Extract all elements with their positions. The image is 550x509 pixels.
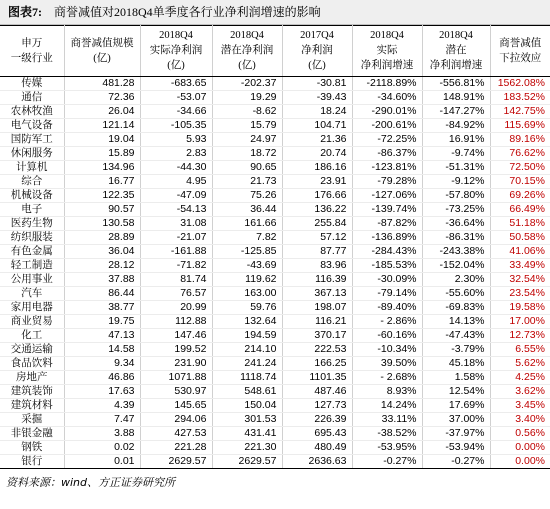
cell-potential-growth-2018q4: 148.91% bbox=[422, 91, 490, 105]
cell-profit-2017q4: 104.71 bbox=[282, 119, 352, 133]
column-header-actual-growth-2018q4 bbox=[352, 26, 422, 77]
cell-profit-2017q4: 23.91 bbox=[282, 175, 352, 189]
cell-actual-profit-2018q4: 530.97 bbox=[140, 385, 212, 399]
cell-drag-effect: 23.54% bbox=[490, 287, 550, 301]
column-header-line: 2018Q4 bbox=[230, 30, 264, 41]
cell-actual-profit-2018q4: 145.65 bbox=[140, 399, 212, 413]
cell-industry: 银行 bbox=[0, 455, 64, 469]
cell-drag-effect: 66.49% bbox=[490, 203, 550, 217]
cell-industry: 商业贸易 bbox=[0, 315, 64, 329]
cell-profit-2017q4: 127.73 bbox=[282, 399, 352, 413]
cell-actual-profit-2018q4: -161.88 bbox=[140, 245, 212, 259]
cell-goodwill-impairment: 90.57 bbox=[64, 203, 140, 217]
table-row bbox=[0, 287, 550, 301]
column-header-line: 2018Q4 bbox=[159, 30, 193, 41]
cell-actual-growth-2018q4: -2118.89% bbox=[352, 77, 422, 91]
cell-potential-profit-2018q4: 18.72 bbox=[212, 147, 282, 161]
table-row bbox=[0, 413, 550, 427]
cell-potential-profit-2018q4: 150.04 bbox=[212, 399, 282, 413]
cell-goodwill-impairment: 36.04 bbox=[64, 245, 140, 259]
column-header-potential-profit-2018q4 bbox=[212, 26, 282, 77]
cell-drag-effect: 0.00% bbox=[490, 455, 550, 469]
cell-potential-profit-2018q4: 1118.74 bbox=[212, 371, 282, 385]
cell-potential-growth-2018q4: 2.30% bbox=[422, 273, 490, 287]
cell-potential-growth-2018q4: -57.80% bbox=[422, 189, 490, 203]
cell-industry: 轻工制造 bbox=[0, 259, 64, 273]
cell-actual-profit-2018q4: 4.95 bbox=[140, 175, 212, 189]
cell-actual-growth-2018q4: -79.14% bbox=[352, 287, 422, 301]
cell-drag-effect: 76.62% bbox=[490, 147, 550, 161]
cell-industry: 食品饮料 bbox=[0, 357, 64, 371]
column-header-line: 实际净利润 bbox=[149, 45, 203, 56]
cell-profit-2017q4: 176.66 bbox=[282, 189, 352, 203]
cell-actual-growth-2018q4: -38.52% bbox=[352, 427, 422, 441]
column-header-line: 2018Q4 bbox=[439, 30, 473, 41]
cell-goodwill-impairment: 16.77 bbox=[64, 175, 140, 189]
cell-actual-profit-2018q4: -54.13 bbox=[140, 203, 212, 217]
cell-drag-effect: 33.49% bbox=[490, 259, 550, 273]
table-row bbox=[0, 147, 550, 161]
cell-potential-growth-2018q4: -53.94% bbox=[422, 441, 490, 455]
cell-drag-effect: 183.52% bbox=[490, 91, 550, 105]
cell-drag-effect: 142.75% bbox=[490, 105, 550, 119]
column-header-line: (亿) bbox=[93, 52, 111, 64]
cell-potential-profit-2018q4: -8.62 bbox=[212, 105, 282, 119]
cell-potential-profit-2018q4: 431.41 bbox=[212, 427, 282, 441]
cell-potential-profit-2018q4: 132.64 bbox=[212, 315, 282, 329]
cell-profit-2017q4: 226.39 bbox=[282, 413, 352, 427]
cell-potential-profit-2018q4: 21.73 bbox=[212, 175, 282, 189]
cell-drag-effect: 3.45% bbox=[490, 399, 550, 413]
cell-potential-profit-2018q4: 19.29 bbox=[212, 91, 282, 105]
column-header-line: 一级行业 bbox=[10, 52, 53, 64]
column-header-goodwill-impairment bbox=[64, 26, 140, 77]
cell-goodwill-impairment: 0.02 bbox=[64, 441, 140, 455]
cell-potential-profit-2018q4: 119.62 bbox=[212, 273, 282, 287]
cell-industry: 家用电器 bbox=[0, 301, 64, 315]
cell-potential-growth-2018q4: -51.31% bbox=[422, 161, 490, 175]
cell-actual-profit-2018q4: -47.09 bbox=[140, 189, 212, 203]
cell-drag-effect: 1562.08% bbox=[490, 77, 550, 91]
cell-drag-effect: 19.58% bbox=[490, 301, 550, 315]
cell-potential-growth-2018q4: 12.54% bbox=[422, 385, 490, 399]
cell-profit-2017q4: 367.13 bbox=[282, 287, 352, 301]
cell-actual-profit-2018q4: 81.74 bbox=[140, 273, 212, 287]
cell-industry: 医药生物 bbox=[0, 217, 64, 231]
cell-industry: 通信 bbox=[0, 91, 64, 105]
table-row bbox=[0, 203, 550, 217]
cell-drag-effect: 12.73% bbox=[490, 329, 550, 343]
cell-potential-growth-2018q4: 1.58% bbox=[422, 371, 490, 385]
cell-actual-growth-2018q4: -123.81% bbox=[352, 161, 422, 175]
cell-profit-2017q4: 20.74 bbox=[282, 147, 352, 161]
cell-industry: 房地产 bbox=[0, 371, 64, 385]
table-row bbox=[0, 301, 550, 315]
cell-potential-growth-2018q4: -147.27% bbox=[422, 105, 490, 119]
cell-goodwill-impairment: 9.34 bbox=[64, 357, 140, 371]
cell-goodwill-impairment: 121.14 bbox=[64, 119, 140, 133]
cell-industry: 公用事业 bbox=[0, 273, 64, 287]
column-header-line: (亿) bbox=[238, 60, 256, 71]
cell-potential-growth-2018q4: -9.74% bbox=[422, 147, 490, 161]
cell-drag-effect: 69.26% bbox=[490, 189, 550, 203]
cell-actual-growth-2018q4: -86.37% bbox=[352, 147, 422, 161]
column-header-profit-2017q4 bbox=[282, 26, 352, 77]
cell-actual-growth-2018q4: -89.40% bbox=[352, 301, 422, 315]
cell-actual-growth-2018q4: -139.74% bbox=[352, 203, 422, 217]
cell-actual-growth-2018q4: -79.28% bbox=[352, 175, 422, 189]
cell-actual-growth-2018q4: -0.27% bbox=[352, 455, 422, 469]
cell-profit-2017q4: 116.39 bbox=[282, 273, 352, 287]
cell-goodwill-impairment: 28.89 bbox=[64, 231, 140, 245]
cell-actual-growth-2018q4: 39.50% bbox=[352, 357, 422, 371]
table-row bbox=[0, 273, 550, 287]
cell-goodwill-impairment: 4.39 bbox=[64, 399, 140, 413]
cell-actual-growth-2018q4: -10.34% bbox=[352, 343, 422, 357]
cell-drag-effect: 70.15% bbox=[490, 175, 550, 189]
cell-actual-profit-2018q4: 31.08 bbox=[140, 217, 212, 231]
table-body bbox=[0, 77, 550, 469]
table-row bbox=[0, 441, 550, 455]
cell-actual-growth-2018q4: -87.82% bbox=[352, 217, 422, 231]
cell-profit-2017q4: 83.96 bbox=[282, 259, 352, 273]
cell-profit-2017q4: 186.16 bbox=[282, 161, 352, 175]
cell-goodwill-impairment: 37.88 bbox=[64, 273, 140, 287]
table-row bbox=[0, 399, 550, 413]
cell-potential-profit-2018q4: -125.85 bbox=[212, 245, 282, 259]
column-header-actual-profit-2018q4 bbox=[140, 26, 212, 77]
cell-actual-profit-2018q4: 427.53 bbox=[140, 427, 212, 441]
cell-potential-profit-2018q4: 59.76 bbox=[212, 301, 282, 315]
cell-drag-effect: 41.06% bbox=[490, 245, 550, 259]
cell-potential-profit-2018q4: 163.00 bbox=[212, 287, 282, 301]
column-header-line: 2018Q4 bbox=[370, 30, 404, 41]
cell-goodwill-impairment: 14.58 bbox=[64, 343, 140, 357]
cell-drag-effect: 0.00% bbox=[490, 441, 550, 455]
cell-profit-2017q4: 87.77 bbox=[282, 245, 352, 259]
cell-industry: 化工 bbox=[0, 329, 64, 343]
table-row bbox=[0, 217, 550, 231]
cell-potential-growth-2018q4: 37.00% bbox=[422, 413, 490, 427]
table-header-row bbox=[0, 26, 550, 77]
cell-drag-effect: 32.54% bbox=[490, 273, 550, 287]
cell-drag-effect: 4.25% bbox=[490, 371, 550, 385]
cell-goodwill-impairment: 19.75 bbox=[64, 315, 140, 329]
cell-actual-profit-2018q4: 20.99 bbox=[140, 301, 212, 315]
column-header-line: 申万 bbox=[21, 37, 43, 49]
column-header-potential-growth-2018q4 bbox=[422, 26, 490, 77]
cell-goodwill-impairment: 47.13 bbox=[64, 329, 140, 343]
table-row bbox=[0, 329, 550, 343]
cell-actual-growth-2018q4: -72.25% bbox=[352, 133, 422, 147]
cell-profit-2017q4: 18.24 bbox=[282, 105, 352, 119]
cell-potential-growth-2018q4: -243.38% bbox=[422, 245, 490, 259]
cell-actual-profit-2018q4: 112.88 bbox=[140, 315, 212, 329]
cell-actual-growth-2018q4: -30.09% bbox=[352, 273, 422, 287]
cell-actual-growth-2018q4: 33.11% bbox=[352, 413, 422, 427]
column-header-line: (亿) bbox=[167, 60, 185, 71]
cell-actual-profit-2018q4: -71.82 bbox=[140, 259, 212, 273]
column-header-industry bbox=[0, 26, 64, 77]
figure-label: 图表7: bbox=[8, 5, 42, 19]
cell-industry: 电气设备 bbox=[0, 119, 64, 133]
cell-actual-growth-2018q4: - 2.68% bbox=[352, 371, 422, 385]
table-row bbox=[0, 385, 550, 399]
table-row bbox=[0, 189, 550, 203]
cell-actual-growth-2018q4: -284.43% bbox=[352, 245, 422, 259]
cell-actual-profit-2018q4: 147.46 bbox=[140, 329, 212, 343]
cell-drag-effect: 5.62% bbox=[490, 357, 550, 371]
cell-goodwill-impairment: 481.28 bbox=[64, 77, 140, 91]
cell-actual-growth-2018q4: 14.24% bbox=[352, 399, 422, 413]
cell-goodwill-impairment: 26.04 bbox=[64, 105, 140, 119]
cell-actual-growth-2018q4: -127.06% bbox=[352, 189, 422, 203]
cell-profit-2017q4: 166.25 bbox=[282, 357, 352, 371]
cell-drag-effect: 3.40% bbox=[490, 413, 550, 427]
cell-industry: 综合 bbox=[0, 175, 64, 189]
cell-actual-growth-2018q4: 8.93% bbox=[352, 385, 422, 399]
table-row bbox=[0, 315, 550, 329]
table-row bbox=[0, 371, 550, 385]
cell-industry: 建筑装饰 bbox=[0, 385, 64, 399]
cell-actual-growth-2018q4: - 2.86% bbox=[352, 315, 422, 329]
figure-title bbox=[0, 0, 550, 25]
cell-potential-growth-2018q4: -9.12% bbox=[422, 175, 490, 189]
cell-actual-profit-2018q4: 5.93 bbox=[140, 133, 212, 147]
cell-goodwill-impairment: 3.88 bbox=[64, 427, 140, 441]
cell-actual-growth-2018q4: -185.53% bbox=[352, 259, 422, 273]
cell-potential-profit-2018q4: -202.37 bbox=[212, 77, 282, 91]
table-row bbox=[0, 259, 550, 273]
cell-drag-effect: 50.58% bbox=[490, 231, 550, 245]
column-header-line: 净利润增速 bbox=[429, 60, 483, 71]
cell-profit-2017q4: -39.43 bbox=[282, 91, 352, 105]
table-row bbox=[0, 91, 550, 105]
cell-profit-2017q4: 370.17 bbox=[282, 329, 352, 343]
cell-potential-profit-2018q4: 36.44 bbox=[212, 203, 282, 217]
column-header-drag-effect bbox=[490, 26, 550, 77]
cell-potential-growth-2018q4: -556.81% bbox=[422, 77, 490, 91]
cell-goodwill-impairment: 7.47 bbox=[64, 413, 140, 427]
cell-industry: 传媒 bbox=[0, 77, 64, 91]
cell-potential-growth-2018q4: -37.97% bbox=[422, 427, 490, 441]
cell-potential-growth-2018q4: -3.79% bbox=[422, 343, 490, 357]
cell-potential-profit-2018q4: 7.82 bbox=[212, 231, 282, 245]
table-row bbox=[0, 231, 550, 245]
cell-actual-profit-2018q4: 1071.88 bbox=[140, 371, 212, 385]
column-header-line: 实际 bbox=[376, 45, 398, 56]
cell-industry: 纺织服装 bbox=[0, 231, 64, 245]
cell-industry: 交通运输 bbox=[0, 343, 64, 357]
cell-goodwill-impairment: 72.36 bbox=[64, 91, 140, 105]
cell-profit-2017q4: 57.12 bbox=[282, 231, 352, 245]
cell-drag-effect: 17.00% bbox=[490, 315, 550, 329]
cell-profit-2017q4: 255.84 bbox=[282, 217, 352, 231]
column-header-line: 潜在 bbox=[445, 45, 467, 56]
cell-actual-profit-2018q4: -53.07 bbox=[140, 91, 212, 105]
cell-profit-2017q4: 2636.63 bbox=[282, 455, 352, 469]
cell-goodwill-impairment: 46.86 bbox=[64, 371, 140, 385]
cell-potential-growth-2018q4: -0.27% bbox=[422, 455, 490, 469]
cell-potential-growth-2018q4: -86.31% bbox=[422, 231, 490, 245]
cell-actual-profit-2018q4: 294.06 bbox=[140, 413, 212, 427]
table-row bbox=[0, 105, 550, 119]
cell-goodwill-impairment: 122.35 bbox=[64, 189, 140, 203]
column-header-line: (亿) bbox=[308, 60, 326, 71]
cell-potential-growth-2018q4: -55.60% bbox=[422, 287, 490, 301]
cell-potential-profit-2018q4: 161.66 bbox=[212, 217, 282, 231]
cell-drag-effect: 115.69% bbox=[490, 119, 550, 133]
cell-industry: 建筑材料 bbox=[0, 399, 64, 413]
source-note: 资料来源：wind、方正证券研究所 bbox=[6, 476, 176, 489]
cell-profit-2017q4: 136.22 bbox=[282, 203, 352, 217]
cell-drag-effect: 72.50% bbox=[490, 161, 550, 175]
cell-potential-growth-2018q4: -73.25% bbox=[422, 203, 490, 217]
column-header-line: 商誉减值规模 bbox=[70, 37, 134, 49]
cell-goodwill-impairment: 19.04 bbox=[64, 133, 140, 147]
cell-potential-profit-2018q4: 75.26 bbox=[212, 189, 282, 203]
table-row bbox=[0, 77, 550, 91]
table-row bbox=[0, 175, 550, 189]
cell-actual-growth-2018q4: -34.60% bbox=[352, 91, 422, 105]
cell-potential-growth-2018q4: -69.83% bbox=[422, 301, 490, 315]
cell-goodwill-impairment: 15.89 bbox=[64, 147, 140, 161]
cell-profit-2017q4: -30.81 bbox=[282, 77, 352, 91]
cell-potential-growth-2018q4: -36.64% bbox=[422, 217, 490, 231]
cell-actual-growth-2018q4: -136.89% bbox=[352, 231, 422, 245]
cell-profit-2017q4: 695.43 bbox=[282, 427, 352, 441]
cell-industry: 机械设备 bbox=[0, 189, 64, 203]
cell-actual-profit-2018q4: 2.83 bbox=[140, 147, 212, 161]
table-row bbox=[0, 245, 550, 259]
cell-potential-profit-2018q4: 214.10 bbox=[212, 343, 282, 357]
cell-drag-effect: 89.16% bbox=[490, 133, 550, 147]
cell-profit-2017q4: 198.07 bbox=[282, 301, 352, 315]
goodwill-impact-table bbox=[0, 25, 550, 469]
cell-industry: 汽车 bbox=[0, 287, 64, 301]
cell-actual-profit-2018q4: -21.07 bbox=[140, 231, 212, 245]
cell-potential-growth-2018q4: 17.69% bbox=[422, 399, 490, 413]
cell-actual-profit-2018q4: 231.90 bbox=[140, 357, 212, 371]
cell-potential-profit-2018q4: 194.59 bbox=[212, 329, 282, 343]
cell-actual-growth-2018q4: -60.16% bbox=[352, 329, 422, 343]
cell-goodwill-impairment: 130.58 bbox=[64, 217, 140, 231]
cell-goodwill-impairment: 86.44 bbox=[64, 287, 140, 301]
cell-industry: 钢铁 bbox=[0, 441, 64, 455]
column-header-line: 净利润 bbox=[301, 45, 333, 56]
cell-goodwill-impairment: 134.96 bbox=[64, 161, 140, 175]
cell-potential-profit-2018q4: 90.65 bbox=[212, 161, 282, 175]
column-header-line: 2017Q4 bbox=[300, 30, 334, 41]
table-row bbox=[0, 119, 550, 133]
table-row bbox=[0, 455, 550, 469]
table-row bbox=[0, 133, 550, 147]
cell-goodwill-impairment: 38.77 bbox=[64, 301, 140, 315]
cell-actual-profit-2018q4: -105.35 bbox=[140, 119, 212, 133]
cell-potential-profit-2018q4: 241.24 bbox=[212, 357, 282, 371]
table-row bbox=[0, 427, 550, 441]
column-header-line: 净利润增速 bbox=[360, 60, 414, 71]
cell-industry: 国防军工 bbox=[0, 133, 64, 147]
cell-profit-2017q4: 21.36 bbox=[282, 133, 352, 147]
cell-industry: 非银金融 bbox=[0, 427, 64, 441]
column-header-line: 商誉减值 bbox=[499, 37, 542, 49]
table-row bbox=[0, 343, 550, 357]
cell-actual-growth-2018q4: -200.61% bbox=[352, 119, 422, 133]
cell-industry: 有色金属 bbox=[0, 245, 64, 259]
cell-potential-growth-2018q4: -84.92% bbox=[422, 119, 490, 133]
cell-goodwill-impairment: 0.01 bbox=[64, 455, 140, 469]
cell-actual-profit-2018q4: 199.52 bbox=[140, 343, 212, 357]
cell-actual-growth-2018q4: -53.95% bbox=[352, 441, 422, 455]
cell-actual-profit-2018q4: 221.28 bbox=[140, 441, 212, 455]
cell-potential-growth-2018q4: -152.04% bbox=[422, 259, 490, 273]
cell-profit-2017q4: 1101.35 bbox=[282, 371, 352, 385]
cell-potential-profit-2018q4: 221.30 bbox=[212, 441, 282, 455]
cell-potential-growth-2018q4: 16.91% bbox=[422, 133, 490, 147]
cell-goodwill-impairment: 28.12 bbox=[64, 259, 140, 273]
cell-potential-profit-2018q4: -43.69 bbox=[212, 259, 282, 273]
cell-profit-2017q4: 487.46 bbox=[282, 385, 352, 399]
table-row bbox=[0, 161, 550, 175]
cell-industry: 休闲服务 bbox=[0, 147, 64, 161]
cell-actual-profit-2018q4: -683.65 bbox=[140, 77, 212, 91]
cell-potential-growth-2018q4: -47.43% bbox=[422, 329, 490, 343]
cell-industry: 农林牧渔 bbox=[0, 105, 64, 119]
cell-drag-effect: 3.62% bbox=[490, 385, 550, 399]
cell-potential-profit-2018q4: 301.53 bbox=[212, 413, 282, 427]
column-header-line: 下拉效应 bbox=[499, 52, 542, 64]
cell-industry: 采掘 bbox=[0, 413, 64, 427]
cell-potential-growth-2018q4: 45.18% bbox=[422, 357, 490, 371]
cell-actual-profit-2018q4: -44.30 bbox=[140, 161, 212, 175]
cell-drag-effect: 0.56% bbox=[490, 427, 550, 441]
cell-goodwill-impairment: 17.63 bbox=[64, 385, 140, 399]
cell-profit-2017q4: 222.53 bbox=[282, 343, 352, 357]
cell-actual-growth-2018q4: -290.01% bbox=[352, 105, 422, 119]
cell-industry: 电子 bbox=[0, 203, 64, 217]
figure-caption: 商誉减值对2018Q4单季度各行业净利润增速的影响 bbox=[54, 5, 321, 19]
column-header-line: 潜在净利润 bbox=[220, 45, 274, 56]
cell-drag-effect: 51.18% bbox=[490, 217, 550, 231]
cell-potential-growth-2018q4: 14.13% bbox=[422, 315, 490, 329]
cell-drag-effect: 6.55% bbox=[490, 343, 550, 357]
cell-potential-profit-2018q4: 15.79 bbox=[212, 119, 282, 133]
cell-actual-profit-2018q4: -34.66 bbox=[140, 105, 212, 119]
cell-actual-profit-2018q4: 76.57 bbox=[140, 287, 212, 301]
cell-actual-profit-2018q4: 2629.57 bbox=[140, 455, 212, 469]
table-row bbox=[0, 357, 550, 371]
cell-potential-profit-2018q4: 24.97 bbox=[212, 133, 282, 147]
cell-profit-2017q4: 480.49 bbox=[282, 441, 352, 455]
cell-potential-profit-2018q4: 548.61 bbox=[212, 385, 282, 399]
cell-profit-2017q4: 116.21 bbox=[282, 315, 352, 329]
cell-potential-profit-2018q4: 2629.57 bbox=[212, 455, 282, 469]
cell-industry: 计算机 bbox=[0, 161, 64, 175]
